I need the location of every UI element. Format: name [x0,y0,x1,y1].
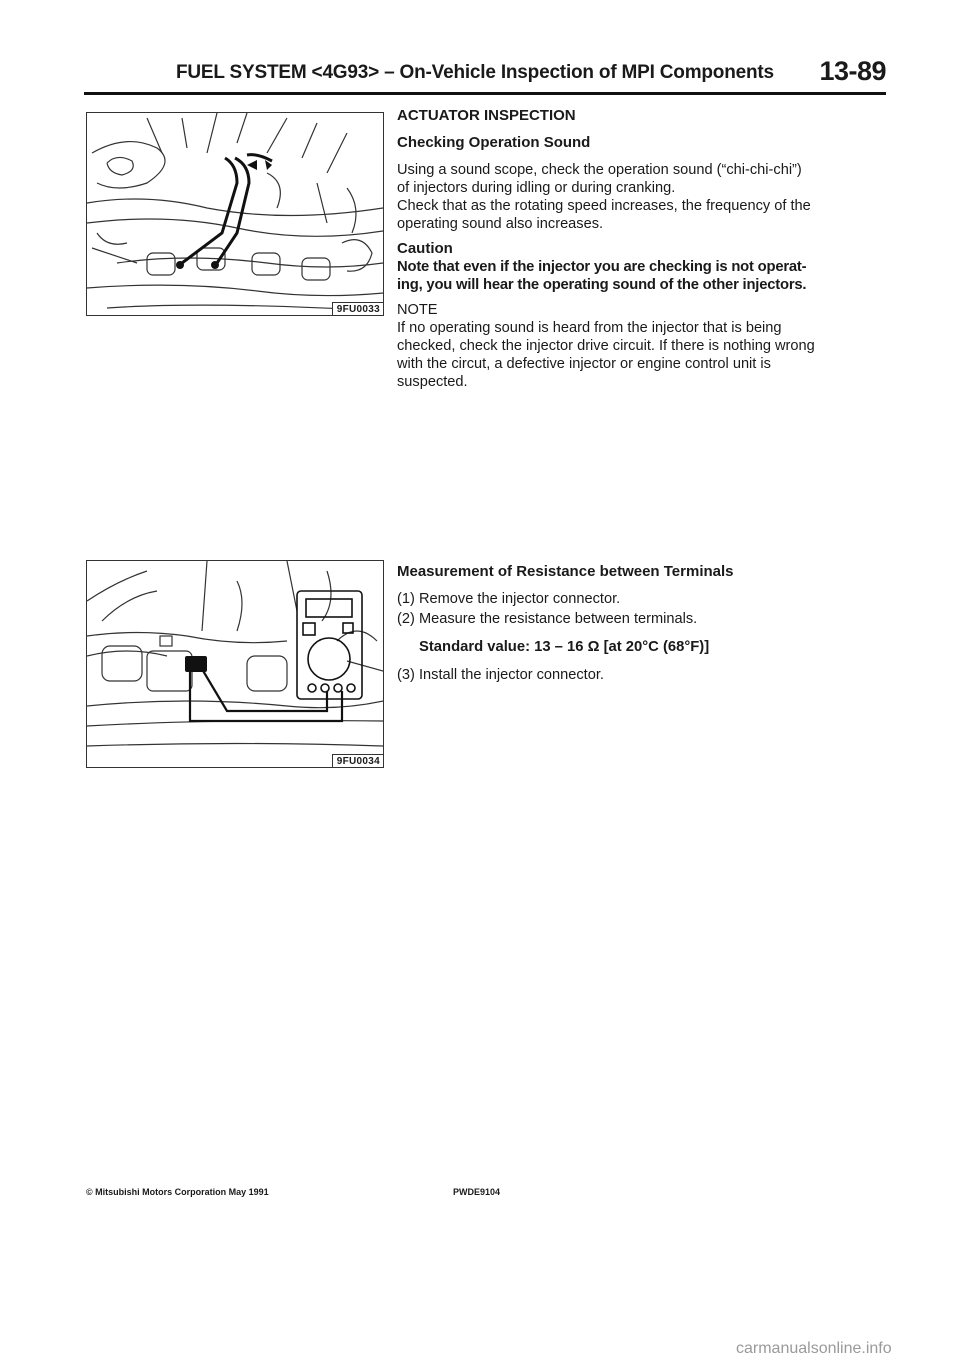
section-heading: ACTUATOR INSPECTION [397,107,576,124]
page-header [84,56,886,90]
step-number: (2) [397,611,415,627]
step-text: Install the injector connector. [419,667,604,683]
note-line: with the circut, a defective injector or engine control unit is [397,356,771,372]
injector-stethoscope-illustration [87,113,383,315]
subsection-heading: Checking Operation Sound [397,134,591,151]
procedure-step [397,610,887,628]
figure-injector-sound-check [86,112,384,316]
section-resistance-measurement [397,563,887,686]
header-title: FUEL SYSTEM <4G93> – On-Vehicle Inspection of MPI Components [176,62,774,83]
procedure-step [397,590,887,608]
note-line: suspected. [397,374,468,390]
subsection-heading: Measurement of Resistance between Terminals [397,563,734,580]
figure-code: 9FU0033 [332,302,383,315]
figure-resistance-measurement [86,560,384,768]
caution-text [397,258,887,294]
standard-value: Standard value: 13 – 16 Ω [at 20°C (68°F)] [419,639,710,655]
header-rule [84,92,886,95]
paragraph-line: operating sound also increases. [397,216,604,232]
note-line: If no operating sound is heard from the injector that is being [397,320,782,336]
step-number: (3) [397,667,415,683]
figure-code: 9FU0034 [332,754,383,767]
procedure-step [397,666,887,684]
operation-sound-paragraph [397,161,887,233]
watermark-text: carmanualsonline.info [736,1340,892,1357]
document-code: PWDE9104 [453,1187,501,1197]
note-line: checked, check the injector drive circuit. If there is nothing wrong [397,338,815,354]
caution-heading: Caution [397,240,453,257]
step-text: Measure the resistance between terminals. [419,611,698,627]
caution-line: ing, you will hear the operating sound of the other injectors. [397,277,807,293]
step-number: (1) [397,591,415,607]
paragraph-line: Check that as the rotating speed increases, the frequency of the [397,198,811,214]
copyright-footer: © Mitsubishi Motors Corporation May 1991 [86,1187,269,1197]
paragraph-line: Using a sound scope, check the operation sound (“chi-chi-chi”) [397,162,802,178]
section-actuator-inspection [397,107,887,398]
ohmmeter-injector-illustration [87,561,383,767]
note-heading: NOTE [397,302,438,318]
step-text: Remove the injector connector. [419,591,621,607]
caution-line: Note that even if the injector you are checking is not operat- [397,259,807,275]
note-text [397,319,887,391]
page-number: 13-89 [819,56,886,86]
paragraph-line: of injectors during idling or during cranking. [397,180,676,196]
